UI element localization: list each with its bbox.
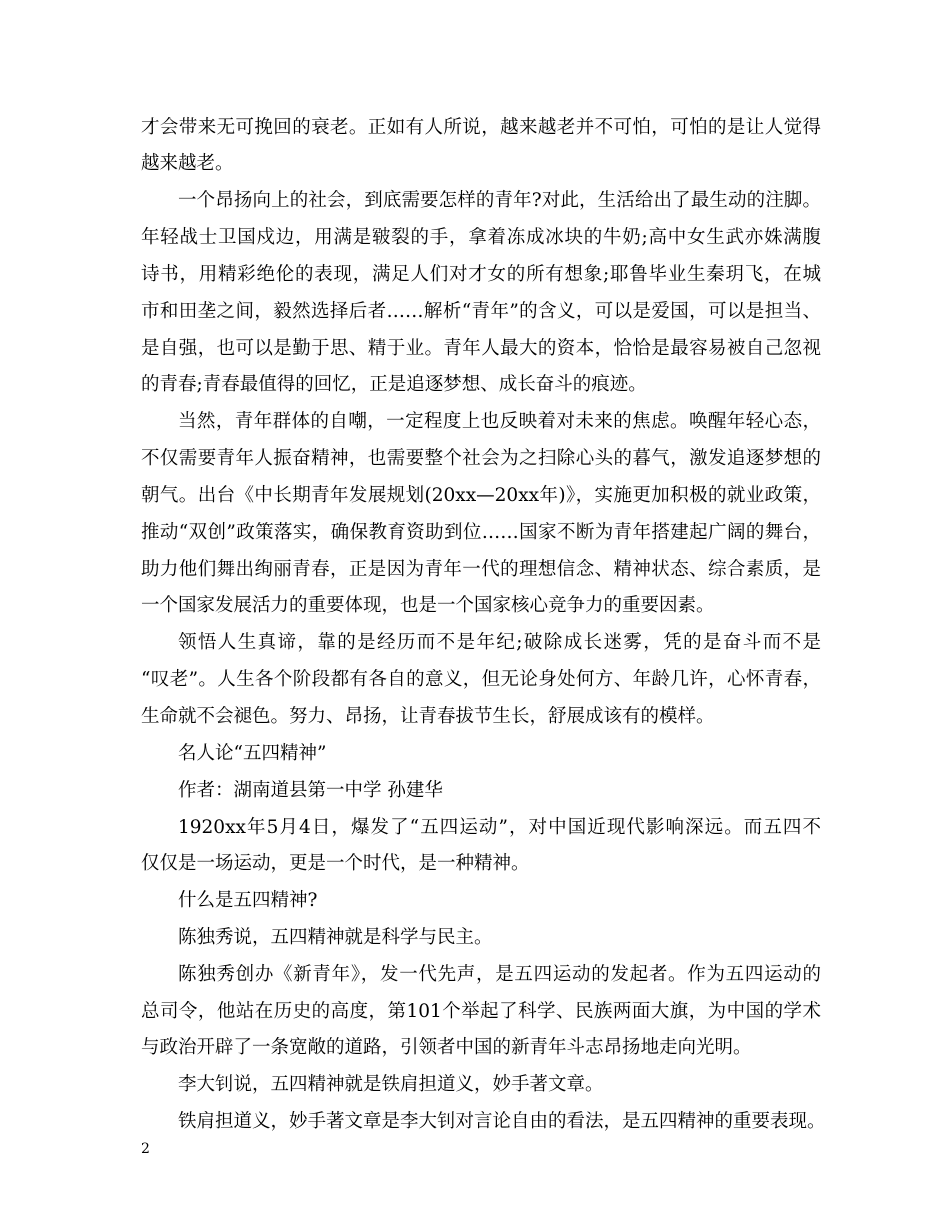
body-line: 诗书，用精彩绝伦的表现，满足人们对才女的所有想象;耶鲁毕业生秦玥飞，在城 [141,264,821,285]
body-line: 越来越老。 [141,153,234,174]
body-line: 朝气。出台《中长期青年发展规划(20xx—20xx年)》，实施更加积极的就业政策， [141,485,821,506]
body-line: 生命就不会褪色。努力、昂扬，让青春拔节生长，舒展成该有的模样。 [141,706,715,727]
body-line: 推动“双创”政策落实，确保教育资助到位……国家不断为青年搭建起广阔的舞台， [141,522,821,543]
body-line: 与政治开辟了一条宽敞的道路，引领者中国的新青年斗志昂扬地走向光明。 [141,1037,752,1058]
body-line: 一个国家发展活力的重要体现，也是一个国家核心竞争力的重要因素。 [141,595,715,616]
paragraph-first-line: 陈独秀创办《新青年》，发一代先声，是五四运动的发起者。作为五四运动的 [178,964,821,985]
paragraph-first-line: 一个昂扬向上的社会，到底需要怎样的青年?对此，生活给出了最生动的注脚。 [178,190,821,211]
body-line: 才会带来无可挽回的衰老。正如有人所说，越来越老并不可怕，可怕的是让人觉得 [141,117,821,138]
body-line: 总司令，他站在历史的高度，第101个举起了科学、民族两面大旗，为中国的学术 [141,1001,821,1022]
body-line: 助力他们舞出绚丽青春，正是因为青年一代的理想信念、精神状态、综合素质，是 [141,559,821,580]
body-line: 年轻战士卫国戍边，用满是皲裂的手，拿着冻成冰块的牛奶;高中女生武亦姝满腹 [141,227,821,248]
paragraph-first-line: 当然，青年群体的自嘲，一定程度上也反映着对未来的焦虑。唤醒年轻心态， [178,411,821,432]
paragraph-first-line: 领悟人生真谛，靠的是经历而不是年纪;破除成长迷雾，凭的是奋斗而不是 [178,632,821,653]
author-line: 作者：湖南道县第一中学 孙建华 [178,780,443,801]
paragraph-first-line: 铁肩担道义，妙手著文章是李大钊对言论自由的看法，是五四精神的重要表现。 [178,1111,826,1132]
body-line: 李大钊说，五四精神就是铁肩担道义，妙手著文章。 [178,1074,604,1095]
body-line: 的青春;青春最值得的回忆，正是追逐梦想、成长奋斗的痕迹。 [141,374,647,395]
paragraph-first-line: 1920xx年5月4日，爆发了“五四运动”，对中国近现代影响深远。而五四不 [178,817,821,838]
body-line: 是自强，也可以是勤于思、精于业。青年人最大的资本，恰恰是最容易被自己忽视 [141,338,821,359]
question-line: 什么是五四精神? [178,890,318,911]
body-line: 市和田垄之间，毅然选择后者……解析“青年”的含义，可以是爱国，可以是担当、 [141,301,821,322]
body-line: 陈独秀说，五四精神就是科学与民主。 [178,927,493,948]
page-number: 2 [141,1141,150,1157]
section-title: 名人论“五四精神” [178,743,327,764]
body-line: 仅仅是一场运动，更是一个时代，是一种精神。 [141,853,530,874]
body-line: “叹老”。人生各个阶段都有各自的意义，但无论身处何方、年龄几许，心怀青春， [141,669,821,690]
body-line: 不仅需要青年人振奋精神，也需要整个社会为之扫除心头的暮气，激发追逐梦想的 [141,448,821,469]
